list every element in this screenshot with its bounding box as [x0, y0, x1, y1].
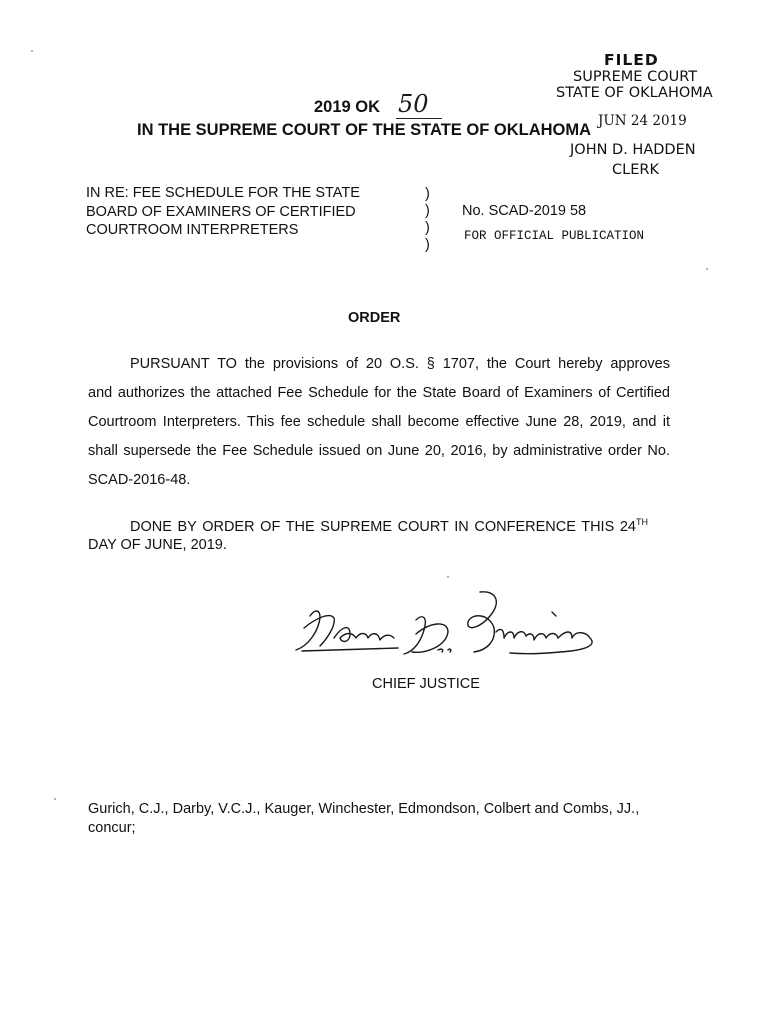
concurrence-line: Gurich, C.J., Darby, V.C.J., Kauger, Winchester, Edmondson, Colbert and Combs, JJ., concur;: [88, 801, 640, 836]
scan-speck: [31, 50, 33, 52]
citation-prefix: 2019 OK: [314, 98, 381, 116]
stamp-date: JUN 24 2019: [598, 113, 687, 129]
scan-speck: [706, 268, 708, 270]
stamp-clerk-title: CLERK: [612, 162, 659, 178]
paragraph-line: shall supersede the Fee Schedule issued on June 20, 2016, by administrative order No.: [88, 443, 670, 459]
chief-justice-signature: [290, 588, 610, 668]
paragraph-line: SCAD-2016-48.: [88, 472, 191, 488]
paren: ): [425, 220, 430, 236]
publication-note: FOR OFFICIAL PUBLICATION: [464, 229, 645, 243]
court-title: IN THE SUPREME COURT OF THE STATE OF OKLAHOMA: [137, 121, 592, 139]
chief-justice-title: CHIEF JUSTICE: [372, 676, 480, 692]
paragraph-line: PURSUANT TO the provisions of 20 O.S. § 1707, the Court hereby approves: [130, 356, 670, 372]
stamp-state: STATE OF OKLAHOMA: [556, 85, 713, 101]
order-heading: ORDER: [348, 310, 401, 326]
paragraph-line: Courtroom Interpreters. This fee schedule shall become effective June 28, 2019, and it: [88, 414, 670, 430]
paren: ): [425, 203, 430, 219]
paren: ): [425, 237, 430, 253]
caption-line: BOARD OF EXAMINERS OF CERTIFIED: [86, 203, 356, 220]
case-number: No. SCAD-2019 58: [462, 203, 587, 219]
scan-speck: [54, 798, 56, 800]
paren: ): [425, 186, 430, 202]
case-caption: [86, 184, 360, 240]
done-line: [88, 513, 648, 536]
filed-stamp-label: FILED: [604, 51, 659, 69]
caption-parentheses: [425, 186, 430, 254]
caption-line: IN RE: FEE SCHEDULE FOR THE STATE: [86, 185, 360, 201]
stamp-court: SUPREME COURT: [573, 69, 698, 85]
ordinal-suffix: TH: [636, 517, 648, 527]
stamp-clerk-name: JOHN D. HADDEN: [570, 142, 696, 158]
done-text: DONE BY ORDER OF THE SUPREME COURT IN CONFERENCE THIS 24: [130, 518, 636, 535]
order-paragraph: [88, 350, 670, 495]
done-date: DAY OF JUNE, 2019.: [88, 537, 227, 554]
scan-speck: [447, 576, 449, 578]
citation-number: 50: [396, 90, 442, 119]
done-by-order-paragraph: [88, 513, 670, 555]
paragraph-line: and authorizes the attached Fee Schedule for the State Board of Examiners of Certified: [88, 385, 670, 401]
caption-line: COURTROOM INTERPRETERS: [86, 222, 299, 238]
